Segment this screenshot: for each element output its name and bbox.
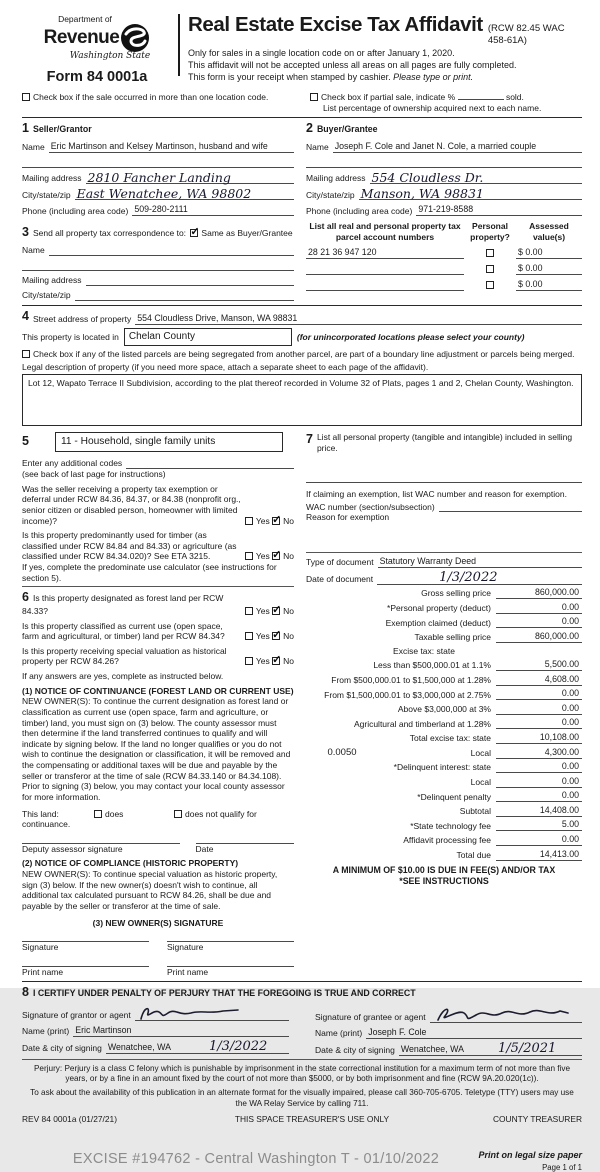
dept-name: Revenue [43, 26, 120, 48]
corr-city-field[interactable] [75, 290, 294, 301]
county-select[interactable]: Chelan County [124, 328, 292, 347]
grantor-sig-label: Signature of grantor or agent [22, 1010, 131, 1021]
tax-column [306, 432, 582, 977]
corr-mailing-field[interactable] [86, 275, 294, 286]
state-technology-fee-label: *State technology fee [410, 820, 491, 831]
header-divider [178, 14, 180, 76]
see-back-note: (see back of last page for instructions) [22, 469, 166, 480]
total-excise-state-label: Total excise tax: state [409, 733, 491, 744]
form-title: Real Estate Excise Tax Affidavit [188, 13, 483, 36]
same-as-buyer-checkbox[interactable] [190, 229, 198, 237]
tier1-label: Less than $500,000.01 at 1.1% [373, 660, 491, 671]
parcel-number-field-1[interactable]: 28 21 36 947 120 [306, 247, 464, 259]
signature-label-1: Signature [22, 942, 59, 953]
exemption-yes-checkbox[interactable] [245, 517, 253, 525]
exemption-no-checkbox[interactable] [272, 517, 280, 525]
street-address-field[interactable]: 554 Cloudless Drive, Manson, WA 98831 [135, 313, 582, 325]
grantor-name-label: Name (print) [22, 1026, 70, 1037]
type-of-document-label: Type of document [306, 557, 374, 568]
seller-column [22, 121, 294, 301]
delinquent-interest-local-value[interactable]: 0.00 [496, 776, 582, 788]
current-use-yes-checkbox[interactable] [245, 632, 253, 640]
section4-property [22, 309, 582, 426]
new-owner-signature-title: (3) NEW OWNER(S) SIGNATURE [92, 917, 224, 928]
timber-question: Is this property predominantly used for timber (as classified under RCW 84.84 and 84.33) or agriculture (as classified under RCW 84.34.020)? See ETA 3215. [22, 530, 237, 562]
total-due-value[interactable]: 14,413.00 [496, 849, 582, 861]
print-note-block [450, 1150, 582, 1172]
grantee-date-field[interactable]: Wenatchee, WA 1/5/2021 [399, 1043, 582, 1056]
personal-property-deduct-label: *Personal property (deduct) [387, 603, 491, 614]
parties-row [22, 121, 582, 301]
print-legal-size-note: Print on legal size paper [478, 1150, 582, 1161]
taxable-selling-price-value[interactable]: 860,000.00 [496, 631, 582, 643]
gross-selling-price-value[interactable]: 860,000.00 [496, 587, 582, 599]
total-excise-state-value[interactable]: 10,108.00 [496, 732, 582, 744]
buyer-name-label: Name [306, 142, 329, 153]
seller-phone-label: Phone (including area code) [22, 205, 129, 216]
corr-city-label: City/state/zip [22, 290, 71, 301]
grantee-signature-field[interactable] [430, 1004, 582, 1023]
assessed-value-field-3[interactable]: $ 0.00 [516, 279, 582, 291]
notice-compliance-body: NEW OWNER(S): To continue special valuation as historic property, sign (3) below. If the new owner(s) doesn't wish to continue, all additional tax calculated pursuant to RCW 84.26, shall be due and payable by the seller or transferor at the time of sale. [22, 869, 278, 911]
grantee-signature [430, 1004, 572, 1026]
additional-codes-field[interactable] [126, 458, 294, 469]
tier3-label: From $1,500,000.01 to $3,000,000 at 2.75% [324, 689, 491, 700]
form-header [22, 10, 582, 86]
parcel-table-header [306, 221, 582, 242]
section3-label: Send all property tax correspondence to: [32, 228, 187, 239]
delinquent-penalty-label: *Delinquent penalty [417, 791, 491, 802]
rule-above-perjury [22, 1059, 582, 1060]
certify-title: I CERTIFY UNDER PENALTY OF PERJURY THAT THE FOREGOING IS TRUE AND CORRECT [32, 988, 416, 999]
dept-prefix: Department of [58, 14, 112, 24]
seller-name-extra-field[interactable] [22, 157, 294, 168]
grantee-date-label: Date & city of signing [315, 1045, 395, 1056]
seller-name-field[interactable]: Eric Martinson and Kelsey Martinson, husband and wife [49, 141, 294, 153]
street-address-label: Street address of property [32, 313, 132, 324]
perjury-statement: Perjury: Perjury is a class C felony which is punishable by imprisonment in the state correctional institution for a maximum term of not more than five years, or by a fine in an amount fixed by the court of not more than $5000, or by both imprisonment and fine (RCW 9A.20.020(1c)). [33, 1063, 571, 1084]
legal-description-label: Legal description of property (if you need more space, attach a separate sheet to each page of the affidavit). [22, 361, 429, 372]
date-of-document-label: Date of document [306, 573, 374, 584]
form-number: Form 84 0001a [46, 68, 148, 85]
signature-label-2: Signature [167, 942, 204, 953]
main-body-row [22, 432, 582, 977]
print-name-label-1: Print name [22, 966, 64, 977]
personal-property-checkbox-1[interactable] [486, 249, 494, 257]
rule-above-section4 [22, 305, 582, 306]
land-does-checkbox[interactable] [94, 810, 102, 818]
tier1-value[interactable]: 5,500.00 [496, 659, 582, 671]
subtotal-label: Subtotal [459, 806, 491, 817]
grantee-name-field[interactable]: Joseph F. Cole [366, 1027, 582, 1039]
section8-certify [22, 985, 582, 1055]
ownership-note: List percentage of ownership acquired next to each name. [323, 102, 542, 113]
current-use-no-checkbox[interactable] [272, 632, 280, 640]
grantor-certify-block [22, 1002, 289, 1056]
local-rate-value: 0.0050 [327, 746, 357, 758]
seller-phone-field[interactable]: 509-280-2111 [132, 204, 294, 216]
treasurer-space-label: THIS SPACE TREASURER'S USE ONLY [234, 1113, 390, 1124]
assessed-value-col-header: Assessed value(s) [529, 221, 569, 242]
total-due-label: Total due [456, 849, 491, 860]
delinquent-interest-state-value[interactable]: 0.00 [496, 761, 582, 773]
minimum-due-note: A MINIMUM OF $10.00 IS DUE IN FEE(S) AND/OR TAX [332, 864, 556, 875]
personal-property-col-header: Personal property? [470, 221, 510, 242]
section2-title: Buyer/Grantee [316, 124, 378, 135]
header-note-3: This form is your receipt when stamped by cashier. Please type or print. [188, 72, 474, 83]
delinquent-penalty-value[interactable]: 0.00 [496, 790, 582, 802]
forest-yes-checkbox[interactable] [245, 607, 253, 615]
buyer-name-field[interactable]: Joseph F. Cole and Janet N. Cole, a married couple [333, 141, 582, 153]
grantee-date-handwritten: 1/5/2021 [497, 1041, 557, 1057]
local-tax-label: Local [470, 747, 491, 758]
grantee-name-label: Name (print) [315, 1028, 363, 1039]
rule-above-section6 [22, 586, 294, 587]
personal-property-checkbox-2[interactable] [486, 265, 494, 273]
assessed-value-field-1[interactable]: $ 0.00 [516, 247, 582, 259]
grantee-certify-block [315, 1002, 582, 1056]
rule-above-document [306, 552, 582, 553]
rule-above-section8 [22, 981, 582, 982]
excise-stamp: EXCISE #194762 - Central Washington T - 01/10/2022 [72, 1151, 440, 1168]
corr-name-field[interactable] [49, 245, 294, 256]
type-or-print-note: Please type or print. [393, 72, 474, 83]
parcel-row-2 [306, 263, 582, 275]
multi-location-checkbox[interactable] [22, 93, 30, 101]
local-tax-value[interactable]: 4,300.00 [496, 747, 582, 759]
notice-continuance-title: (1) NOTICE OF CONTINUANCE (FOREST LAND OR CURRENT USE) [22, 685, 294, 696]
if-any-yes-note: If any answers are yes, complete as instructed below. [22, 671, 224, 682]
wac-number-field[interactable] [439, 501, 582, 512]
historic-question: Is this property receiving special valuation as historical property per RCW 84.26? [22, 645, 227, 667]
forest-land-question: Is this property designated as forest land per RCW 84.33? [22, 593, 224, 616]
grantee-sig-label: Signature of grantee or agent [315, 1012, 426, 1023]
wac-number-label: WAC number (section/subsection) [306, 501, 435, 512]
buyer-city-label: City/state/zip [306, 189, 355, 200]
affidavit-processing-fee-value[interactable]: 0.00 [496, 834, 582, 846]
segregated-checkbox[interactable] [22, 350, 30, 358]
page-number: Page 1 of 1 [542, 1162, 582, 1172]
exemption-claim-note: If claiming an exemption, list WAC number and reason for exemption. [306, 488, 567, 499]
section8-number: 8 [22, 985, 29, 1000]
seller-city-label: City/state/zip [22, 189, 71, 200]
parcel-row-3 [306, 279, 582, 291]
header-checkboxes [22, 92, 582, 113]
land-use-code-field[interactable]: 11 - Household, single family units [55, 432, 283, 452]
buyer-phone-field[interactable]: 971-219-8588 [416, 204, 582, 216]
same-as-buyer-label: Same as Buyer/Grantee [201, 228, 293, 239]
personal-property-list-field[interactable] [306, 472, 582, 483]
section5-number: 5 [22, 434, 29, 449]
deputy-assessor-label: Deputy assessor signature [22, 843, 123, 854]
forest-no-checkbox[interactable] [272, 607, 280, 615]
dept-region: Washington State [69, 50, 151, 61]
partial-sale-label: Check box if partial sale, indicate % [321, 92, 456, 102]
buyer-name-extra-field[interactable] [306, 157, 582, 168]
tier2-label: From $500,000.01 to $1,500,000 at 1.28% [331, 674, 491, 685]
assessed-value-field-2[interactable]: $ 0.00 [516, 263, 582, 275]
historic-yes-checkbox[interactable] [245, 657, 253, 665]
notice-continuance-body: NEW OWNER(S): To continue the current designation as forest land or classification as current use (open space, farm and agriculture, or timber) land, you must sign on (3) below. The county assessor must then determine if the land transferred continues to qualify and will indicate by signing below. If the land no longer qualifies or you do not wish to continue the designation or classification, it will be removed and the compensating or additional taxes will be due and payable by the seller or transferor at the time of sale (RCW 84.33.140 or 84.34.108). Prior to signing (3) below, you may contact your local county assessor for more information. [22, 696, 291, 802]
continuance-label: continuance. [22, 819, 71, 830]
land-does-not-checkbox[interactable] [174, 810, 182, 818]
corr-mailing-label: Mailing address [22, 275, 82, 286]
multi-location-label: Check box if the sale occurred in more than one location code. [33, 92, 269, 102]
county-note: (for unincorporated locations please select your county) [296, 331, 525, 342]
parcel-row-1 [306, 247, 582, 259]
tier4-label: Above $3,000,000 at 3% [397, 704, 491, 715]
reason-exemption-field[interactable] [306, 523, 582, 549]
section1-number: 1 [22, 121, 29, 136]
type-of-document-field[interactable]: Statutory Warranty Deed [378, 556, 582, 568]
use-and-land-column: 5 11 - Household, single family units Enter any additional codes (see back of last page for instructions) Was the seller receiving a property tax exemption or deferral under RCW 84.36, 84.37, or 84.38 (nonprofit org., senior citizen or disabled person, homeowner with limited income)? Yes ✓ No Is this property predominantly used for timber (as classified under RCW 84.84 and 84.33) or agriculture (as classified under RCW 84.34.020)? See ETA 3215. Yes ✓ No If yes, complete the predominate use calculator (see instructions for section 5). 6 Is this property designated as forest land per RCW 84.33? Yes ✓ No Is this property classified as current use (open space, farm and agricultural, or timber) land per RCW 84.34? Yes ✓ No Is this property receiving special valuation as historical property per RCW 84.26? Yes ✓ No If any answers are yes, complete as instructed below. (1) NOTICE OF CONTINUANCE (FOREST LAND OR CURRENT USE) NEW OWNER(S): To continue the current designation as forest land or classification as current use (open space, farm and agriculture, or timber) land, you must sign on (3) below. The county assessor must then determine if the land transferred continues to qualify and will indicate by signing below. If the land no longer qualifies or you do not wish to continue the designation or classification, it will be removed and the compensating or additional taxes will be due and payable by the seller or transferor at the time of sale (RCW 84.33.140 or 84.34.108). Prior to signing (3) below, you may contact your local county assessor for more information. This land: does does not qualify for continuance. Deputy assessor signature Date (2) NOTICE OF COMPLIANCE (HISTORIC PROPERTY) NEW OWNER(S): To continue special valuation as historic property, sign (3) below. If the new owner(s) doesn't wish to continue, all additional tax calculated pursuant to RCW 84.26, shall be due and payable by the seller or transferor at the time of sale. (3) NEW OWNER(S) SIGNATURE Signature Signature Print name Print name [22, 432, 294, 977]
header-note-1: Only for sales in a single location code on or after January 1, 2020. [188, 47, 455, 58]
grantor-name-field[interactable]: Eric Martinson [73, 1025, 289, 1037]
agricultural-value[interactable]: 0.00 [496, 717, 582, 729]
notice-compliance-title: (2) NOTICE OF COMPLIANCE (HISTORIC PROPERTY) [22, 858, 239, 869]
tier2-value[interactable]: 4,608.00 [496, 674, 582, 686]
grantor-signature-field[interactable] [135, 1004, 289, 1021]
taxable-selling-price-label: Taxable selling price [414, 632, 491, 643]
accessibility-statement: To ask about the availability of this publication in an alternate format for the visually impaired, please call 360-705-6705. Teletype (TTY) users may use the WA Relay Service by calling 711. [30, 1088, 574, 1108]
parcel-number-field-3[interactable] [306, 280, 464, 291]
grantor-date-label: Date & city of signing [22, 1043, 102, 1054]
additional-codes-label: Enter any additional codes [22, 458, 123, 469]
affidavit-processing-fee-label: Affidavit processing fee [403, 835, 491, 846]
section2-number: 2 [306, 121, 313, 136]
section1-title: Seller/Grantor [32, 124, 92, 135]
see-instructions-note: *SEE INSTRUCTIONS [399, 875, 489, 886]
grantor-date-field[interactable]: Wenatchee, WA 1/3/2022 [106, 1041, 289, 1054]
form-title-rcw: (RCW 82.45 WAC 458-61A) [487, 23, 565, 46]
buyer-column [306, 121, 582, 301]
print-name-label-2: Print name [167, 966, 209, 977]
exemption-claimed-value[interactable]: 0.00 [496, 616, 582, 628]
corr-name-label: Name [22, 245, 45, 256]
seller-city-field[interactable]: East Wenatchee, WA 98802 [75, 188, 294, 200]
buyer-mailing-label: Mailing address [306, 173, 366, 184]
county-treasurer-label: COUNTY TREASURER [492, 1113, 582, 1124]
section7-number: 7 [306, 432, 313, 447]
partial-sale-checkbox[interactable] [310, 93, 318, 101]
seller-mailing-label: Mailing address [22, 173, 82, 184]
revenue-logo-icon [120, 23, 150, 53]
form-revision: REV 84 0001a (01/27/21) [22, 1113, 117, 1124]
partial-sale-percent-field[interactable] [458, 99, 504, 100]
personal-property-checkbox-3[interactable] [486, 281, 494, 289]
rule-above-parties [22, 117, 582, 118]
reason-exemption-label: Reason for exemption [306, 512, 390, 523]
predominate-use-note: If yes, complete the predominate use calculator (see instructions for section 5). [22, 562, 277, 583]
buyer-phone-label: Phone (including area code) [306, 205, 413, 216]
located-in-label: This property is located in [22, 331, 119, 342]
tier3-value[interactable]: 0.00 [496, 688, 582, 700]
delinquent-interest-state-label: *Delinquent interest: state [393, 762, 491, 773]
section3-number: 3 [22, 225, 29, 240]
title-block [188, 10, 582, 84]
seller-name-label: Name [22, 142, 45, 153]
subtotal-value[interactable]: 14,408.00 [496, 805, 582, 817]
tier4-value[interactable]: 0.00 [496, 703, 582, 715]
segregated-label: Check box if any of the listed parcels are being segregated from another parcel, are part of a boundary line adjustment or parcels being merged. [33, 349, 575, 360]
stamp-row [22, 1150, 582, 1172]
footer-row [22, 1114, 582, 1125]
excise-tax-state-heading: Excise tax: state [393, 645, 455, 656]
corr-name-extra-field[interactable] [22, 260, 294, 271]
timber-yes-checkbox[interactable] [245, 552, 253, 560]
exemption-claimed-label: Exemption claimed (deduct) [385, 617, 491, 628]
legal-description-field[interactable]: Lot 12, Wapato Terrace II Subdivision, according to the plat thereof recorded in Volume 32 of Plats, pages 1 and 2, Chelan County, Washington. [22, 374, 582, 426]
section6-number: 6 [22, 590, 29, 605]
delinquent-interest-local-label: Local [470, 777, 491, 788]
buyer-mailing-field[interactable]: 554 Cloudless Dr. [370, 172, 582, 184]
timber-no-checkbox[interactable] [272, 552, 280, 560]
agency-block [22, 10, 172, 86]
buyer-city-field[interactable]: Manson, WA 98831 [359, 188, 582, 200]
personal-property-deduct-value[interactable]: 0.00 [496, 602, 582, 614]
this-land-label: This land: [22, 808, 59, 819]
current-use-question: Is this property classified as current use (open space, farm and agricultural, or timber) land per RCW 84.34? [22, 620, 225, 642]
section4-number: 4 [22, 308, 29, 323]
historic-no-checkbox[interactable] [272, 657, 280, 665]
partial-sale-sold-label: sold. [505, 92, 524, 102]
date-of-document-field[interactable]: 1/3/2022 [377, 572, 582, 585]
header-note-2: This affidavit will not be accepted unless all areas on all pages are fully completed. [188, 60, 517, 70]
parcel-col-header: List all real and personal property tax parcel account numbers [309, 221, 461, 242]
seller-mailing-field[interactable]: 2810 Fancher Landing [86, 172, 294, 184]
deputy-date-label: Date [195, 843, 214, 854]
agricultural-label: Agricultural and timberland at 1.28% [353, 718, 491, 729]
parcel-number-field-2[interactable] [306, 264, 464, 275]
grantor-signature [135, 1004, 247, 1024]
seller-exemption-question: Was the seller receiving a property tax exemption or deferral under RCW 84.36, 84.37, or 84.38 (nonprofit org., senior citizen or disabled person, homeowner with limited income)? [22, 483, 241, 526]
state-technology-fee-value[interactable]: 5.00 [496, 819, 582, 831]
personal-property-label: List all personal property (tangible and intangible) included in selling price. [316, 432, 573, 453]
grantor-date-handwritten: 1/3/2022 [208, 1039, 268, 1055]
gross-selling-price-label: Gross selling price [421, 588, 491, 599]
